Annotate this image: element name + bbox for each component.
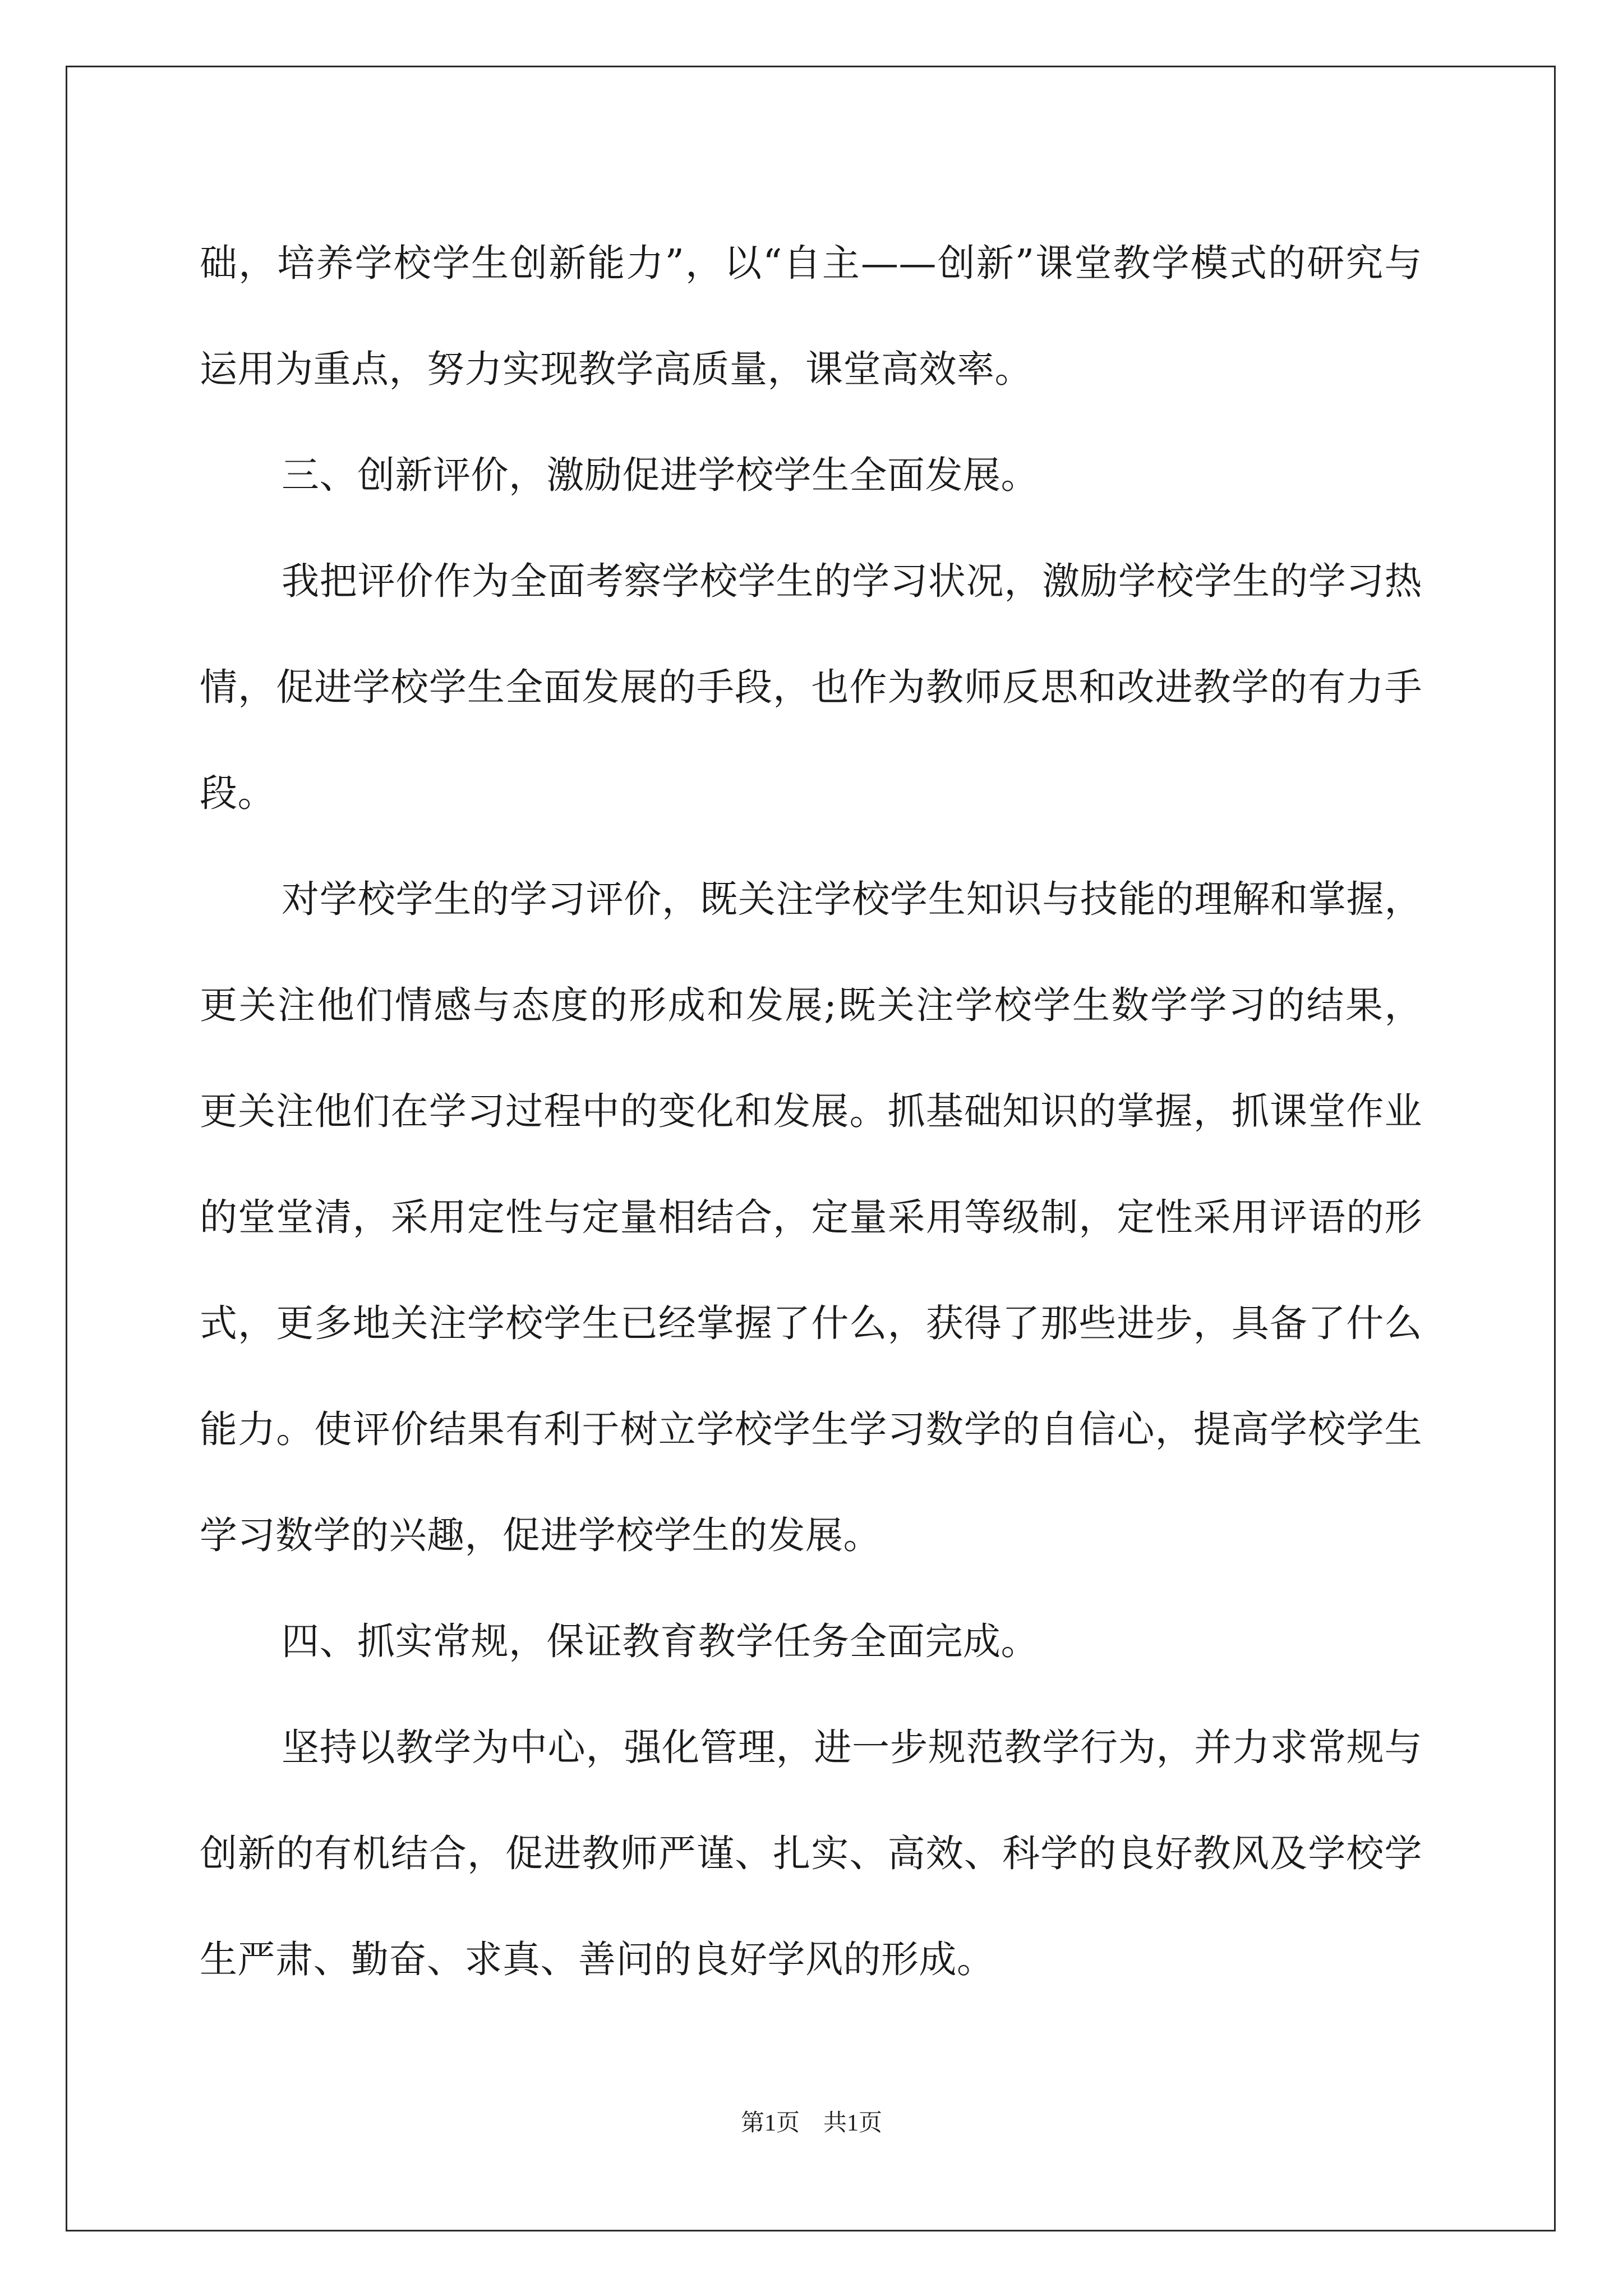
paragraph-4: 对学校学生的学习评价，既关注学校学生知识与技能的理解和掌握，更关注他们情感与态度的形成和发展;既关注学校学生数学学习的结果，更关注他们在学习过程中的变化和发展。抓基础知识的掌握，抓课堂作业的堂堂清，采用定性与定量相结合，定量采用等级制，定性采用评语的形式，更多地关注学校学生已经掌握了什么，获得了那些进步，具备了什么能力。使评价结果有利于树立学校学生学习数学的自信心，提高学校学生学习数学的兴趣，促进学校学生的发展。 — [200, 877, 1422, 1557]
paragraph-3: 我把评价作为全面考察学校学生的学习状况，激励学校学生的学习热情，促进学校学生全面发展的手段，也作为教师反思和改进教学的有力手段。 — [200, 559, 1422, 815]
paragraph-1: 础，培养学校学生创新能力”，以“自主——创新”课堂教学模式的研究与运用为重点，努力实现教学高质量，课堂高效率。 — [200, 241, 1422, 391]
document-body — [200, 210, 1422, 2013]
paragraph-2: 三、创新评价，激励促进学校学生全面发展。 — [282, 453, 1039, 497]
paragraph-6: 坚持以教学为中心，强化管理，进一步规范教学行为，并力求常规与创新的有机结合，促进教师严谨、扎实、高效、科学的良好教风及学校学生严肃、勤奋、求真、善问的良好学风的形成。 — [200, 1726, 1422, 1981]
paragraph-5: 四、抓实常规，保证教育教学任务全面完成。 — [282, 1619, 1039, 1663]
page-number-footer: 第1页 共1页 — [740, 2110, 882, 2136]
